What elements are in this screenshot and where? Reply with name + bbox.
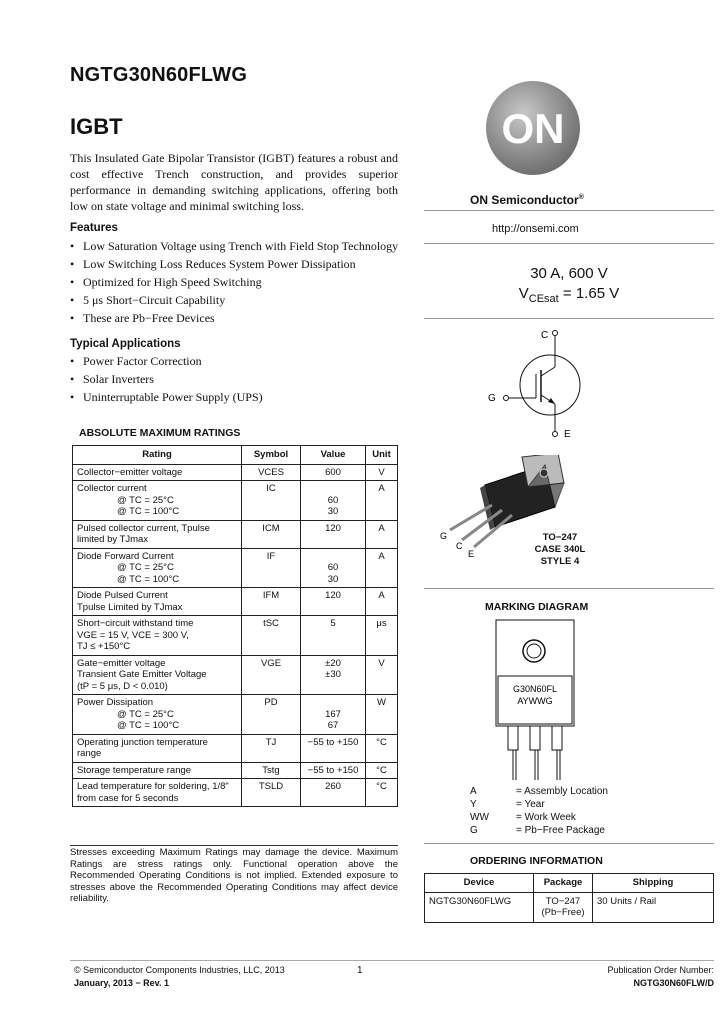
footer-rule [70, 960, 714, 961]
vcesat-rating: $V_{CEsat} = 1.65$ V [518, 285, 620, 305]
rating-cell: Pulsed collector current, Tpulse limited by TJmax [73, 520, 242, 548]
table-header-row [425, 874, 714, 893]
svg-text:AYWWG: AYWWG [517, 696, 553, 706]
col-package: Package [534, 874, 593, 893]
table-row [73, 481, 398, 521]
unit-cell: °C [366, 762, 398, 779]
ordering-table [424, 873, 714, 923]
ordering-title: ORDERING INFORMATION [470, 855, 603, 867]
unit-cell: A [366, 588, 398, 616]
svg-text:E: E [564, 429, 571, 440]
feature-item: • Low Switching Loss Reduces System Power Dissipation [70, 257, 356, 271]
value-cell: 60 30 [301, 481, 366, 521]
publication-label: Publication Order Number: [607, 965, 714, 975]
symbol-cell: VGE [242, 655, 301, 695]
features-list [70, 237, 398, 327]
symbol-cell: TJ [242, 734, 301, 762]
svg-text:ON: ON [501, 105, 565, 152]
marking-diagram-drawing [490, 618, 580, 783]
revision-date: January, 2013 − Rev. 1 [74, 978, 169, 988]
feature-item: • These are Pb−Free Devices [70, 311, 215, 325]
symbol-cell: IC [242, 481, 301, 521]
feature-item: • Optimized for High Speed Switching [70, 275, 262, 289]
rating-cell: Operating junction temperature range [73, 734, 242, 762]
value-cell: 260 [301, 779, 366, 807]
divider [424, 210, 714, 211]
symbol-cell: PD [242, 695, 301, 735]
table-header-row [73, 446, 398, 465]
legend-row: G = Pb−Free Package [470, 825, 605, 836]
legend-row: Y = Year [470, 799, 545, 810]
table-row [73, 734, 398, 762]
value-cell: 5 [301, 616, 366, 656]
divider [424, 243, 714, 244]
website-link[interactable]: http://onsemi.com [492, 223, 579, 235]
table-row [73, 520, 398, 548]
symbol-cell: TSLD [242, 779, 301, 807]
col-shipping: Shipping [593, 874, 714, 893]
col-unit: Unit [366, 446, 398, 465]
copyright: © Semiconductor Components Industries, LLC, 2013 [74, 965, 285, 975]
divider [424, 318, 714, 319]
page-number: 1 [357, 965, 363, 976]
rating-cell: Diode Forward Current @ TC = 25°C @ TC = 100°C [73, 548, 242, 588]
application-item: • Solar Inverters [70, 372, 154, 386]
rating-cell: Collector−emitter voltage [73, 464, 242, 481]
value-cell: 600 [301, 464, 366, 481]
svg-text:E: E [468, 549, 475, 559]
rating-cell: Storage temperature range [73, 762, 242, 779]
table-row [73, 616, 398, 656]
igbt-schematic-symbol [480, 322, 610, 447]
svg-text:G: G [440, 531, 448, 541]
applications-list [70, 352, 263, 406]
device-type: IGBT [70, 114, 123, 139]
current-voltage-rating: 30 A, 600 V [530, 265, 608, 282]
value-cell: 60 30 [301, 548, 366, 588]
marking-legend [470, 785, 608, 837]
col-value: Value [301, 446, 366, 465]
table-row [425, 892, 714, 922]
package-caption: TO−247 CASE 340L STYLE 4 [534, 532, 586, 567]
value-cell: −55 to +150 [301, 762, 366, 779]
unit-cell: μs [366, 616, 398, 656]
publication-number: NGTG30N60FLW/D [633, 978, 714, 988]
feature-item: • 5 μs Short−Circuit Capability [70, 293, 226, 307]
value-cell: 120 [301, 588, 366, 616]
rating-cell: Collector current @ TC = 25°C @ TC = 100°C [73, 481, 242, 521]
ratings-note: Stresses exceeding Maximum Ratings may damage the device. Maximum Ratings are stress ratings only. Functional operation above the Recommended Operating Conditions is not implied. Extended exposure to stresses above the Recommended Operating Conditions may affect device reliability. [70, 847, 398, 904]
symbol-cell: tSC [242, 616, 301, 656]
symbol-cell: VCES [242, 464, 301, 481]
application-item: • Power Factor Correction [70, 354, 202, 368]
unit-cell: V [366, 655, 398, 695]
col-device: Device [425, 874, 534, 893]
symbol-cell: ICM [242, 520, 301, 548]
svg-text:C: C [456, 541, 463, 551]
part-number: NGTG30N60FLWG [70, 64, 248, 86]
description: This Insulated Gate Bipolar Transistor (IGBT) features a robust and cost effective Trench construction, and provides superior performance in demanding switching applications, offering both low on state voltage and minimal switching loss. [70, 151, 398, 213]
rating-cell: Gate−emitter voltage Transient Gate Emitter Voltage (tP = 5 μs, D < 0.010) [73, 655, 242, 695]
unit-cell: °C [366, 779, 398, 807]
divider [424, 843, 714, 844]
application-item: • Uninterruptable Power Supply (UPS) [70, 390, 263, 404]
col-rating: Rating [73, 446, 242, 465]
symbol-cell: Tstg [242, 762, 301, 779]
table-row [73, 588, 398, 616]
unit-cell: W [366, 695, 398, 735]
abs-max-title: ABSOLUTE MAXIMUM RATINGS [79, 427, 241, 439]
legend-row: A = Assembly Location [470, 786, 608, 797]
rating-cell: Diode Pulsed Current Tpulse Limited by TJmax [73, 588, 242, 616]
divider [424, 588, 714, 589]
table-row [73, 779, 398, 807]
value-cell: 167 67 [301, 695, 366, 735]
unit-cell: V [366, 464, 398, 481]
rating-cell: Power Dissipation @ TC = 25°C @ TC = 100°C [73, 695, 242, 735]
package-cell: TO−247 (Pb−Free) [534, 892, 593, 922]
unit-cell: °C [366, 734, 398, 762]
on-logo [485, 80, 581, 176]
table-row [73, 695, 398, 735]
table-row [73, 762, 398, 779]
value-cell: −55 to +150 [301, 734, 366, 762]
legend-row: WW = Work Week [470, 812, 576, 823]
symbol-cell: IFM [242, 588, 301, 616]
applications-title: Typical Applications [70, 338, 181, 350]
unit-cell: A [366, 481, 398, 521]
table-row [73, 464, 398, 481]
shipping-cell: 30 Units / Rail [593, 892, 714, 922]
marking-diagram-title: MARKING DIAGRAM [485, 601, 589, 613]
rating-cell: Lead temperature for soldering, 1/8" from case for 5 seconds [73, 779, 242, 807]
value-cell: 120 [301, 520, 366, 548]
divider [70, 845, 398, 846]
unit-cell: A [366, 548, 398, 588]
symbol-cell: IF [242, 548, 301, 588]
brand-name: ON Semiconductor® [470, 193, 584, 207]
svg-text:G: G [488, 393, 496, 404]
value-cell: ±20 ±30 [301, 655, 366, 695]
device-cell: NGTG30N60FLWG [425, 892, 534, 922]
col-symbol: Symbol [242, 446, 301, 465]
svg-text:G30N60FL: G30N60FL [512, 684, 558, 694]
features-title: Features [70, 222, 118, 234]
rating-cell: Short−circuit withstand time VGE = 15 V, VCE = 300 V, TJ ≤ +150°C [73, 616, 242, 656]
abs-max-table [72, 445, 398, 807]
svg-text:C: C [541, 330, 549, 341]
feature-item: • Low Saturation Voltage using Trench with Field Stop Technology [70, 239, 399, 253]
table-row [73, 655, 398, 695]
table-row [73, 548, 398, 588]
unit-cell: A [366, 520, 398, 548]
